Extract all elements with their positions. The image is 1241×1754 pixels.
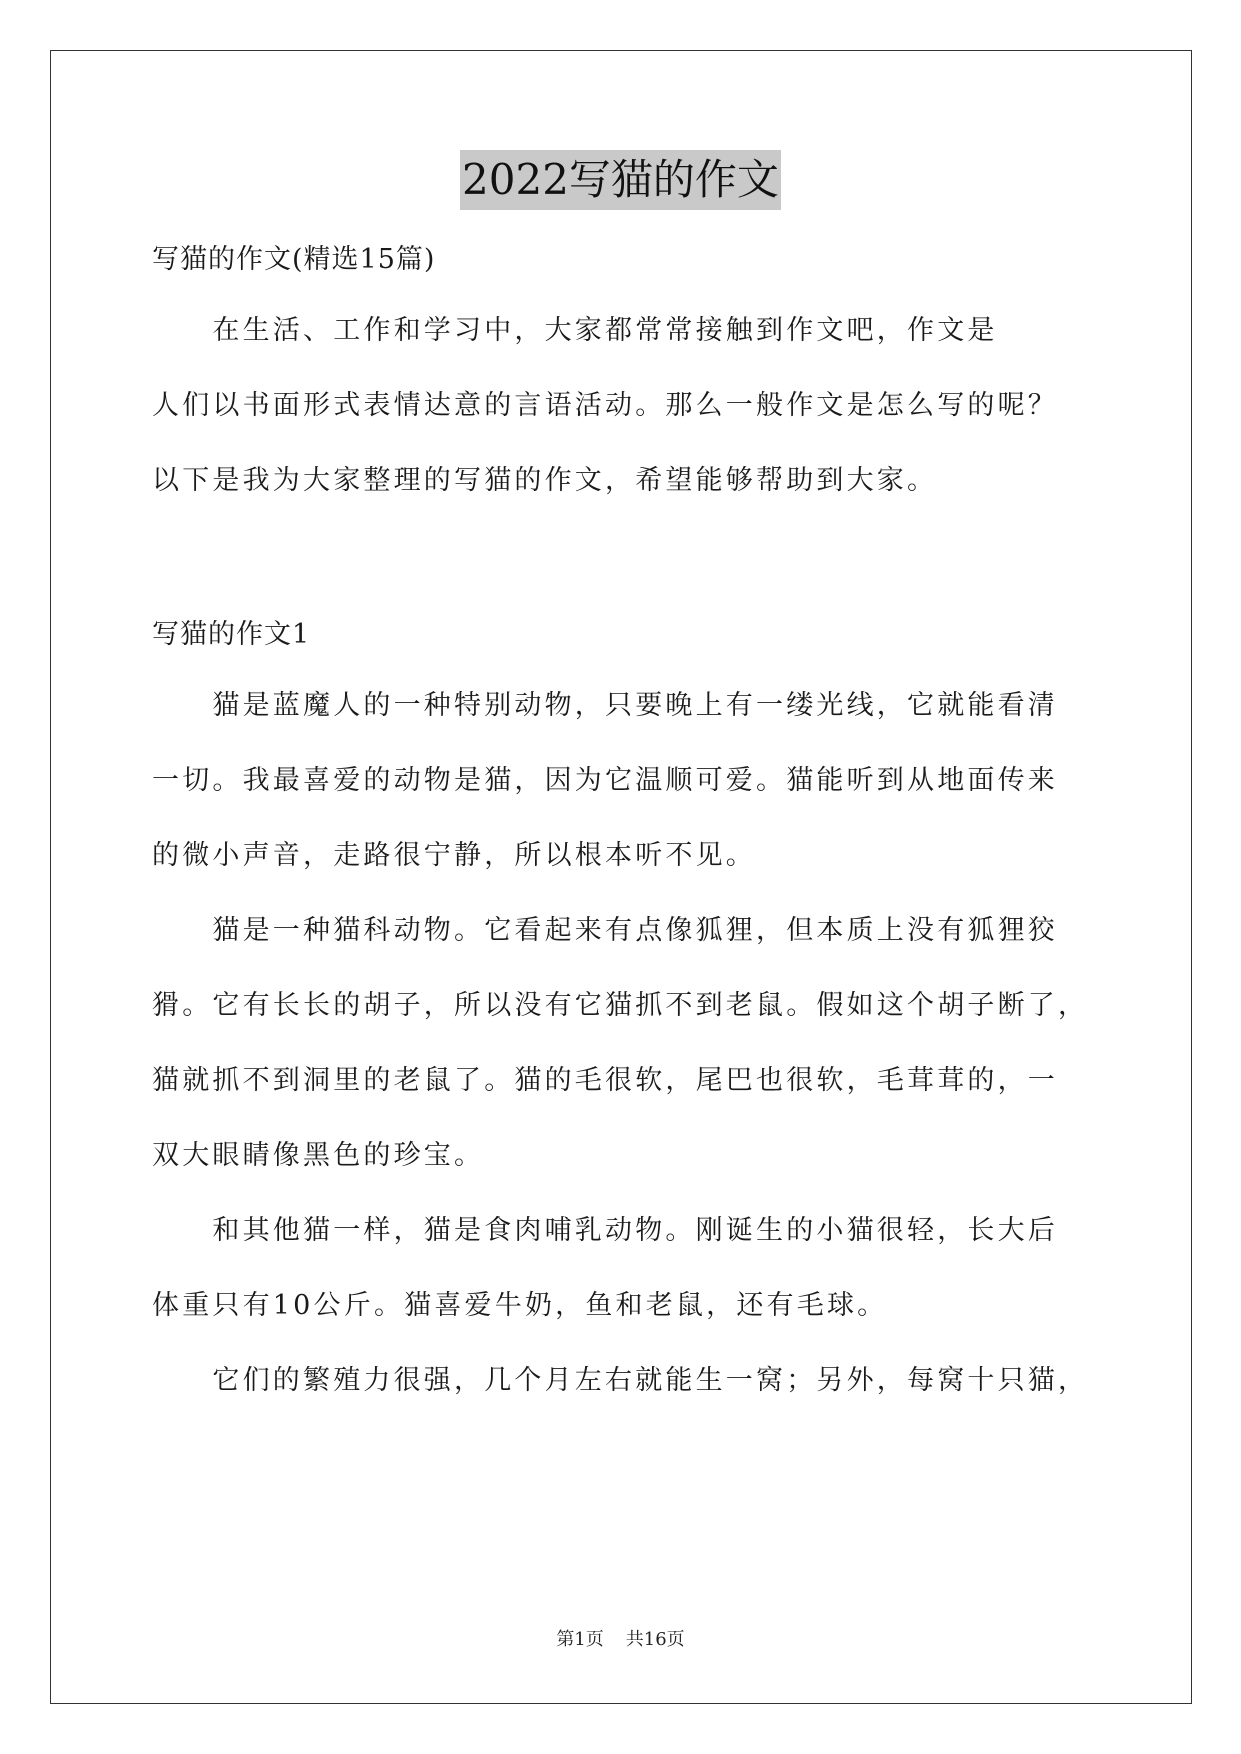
page-border: [50, 50, 1192, 1704]
body-line: 猫是一种猫科动物。它看起来有点像狐狸，但本质上没有狐狸狡: [152, 915, 1058, 946]
body-line: 体重只有10公斤。猫喜爱牛奶，鱼和老鼠，还有毛球。: [152, 1290, 888, 1321]
body-line: 的微小声音，走路很宁静，所以根本听不见。: [152, 840, 756, 871]
document-title: 2022写猫的作文: [460, 150, 781, 210]
section-heading: 写猫的作文1: [152, 619, 311, 650]
body-line: 一切。我最喜爱的动物是猫，因为它温顺可爱。猫能听到从地面传来: [152, 765, 1058, 796]
body-line: 它们的繁殖力很强，几个月左右就能生一窝；另外，每窝十只猫，: [152, 1365, 1089, 1396]
document-subtitle: 写猫的作文(精选15篇): [152, 244, 436, 275]
intro-line: 以下是我为大家整理的写猫的作文，希望能够帮助到大家。: [152, 465, 938, 496]
body-line: 和其他猫一样，猫是食肉哺乳动物。刚诞生的小猫很轻，长大后: [152, 1215, 1058, 1246]
intro-line: 在生活、工作和学习中，大家都常常接触到作文吧，作文是: [152, 315, 998, 346]
body-line: 猫就抓不到洞里的老鼠了。猫的毛很软，尾巴也很软，毛茸茸的，一: [152, 1065, 1058, 1096]
body-line: 双大眼睛像黑色的珍宝。: [152, 1140, 485, 1171]
page-footer: [0, 1628, 1241, 1652]
body-line: 猫是蓝魔人的一种特别动物，只要晚上有一缕光线，它就能看清: [152, 690, 1058, 721]
title-container: [0, 150, 1241, 210]
page-number-total: 共16页: [625, 1629, 685, 1650]
body-line: 猾。它有长长的胡子，所以没有它猫抓不到老鼠。假如这个胡子断了，: [152, 990, 1089, 1021]
page-number-current: 第1页: [556, 1629, 604, 1650]
intro-line: 人们以书面形式表情达意的言语活动。那么一般作文是怎么写的呢？: [152, 390, 1058, 421]
